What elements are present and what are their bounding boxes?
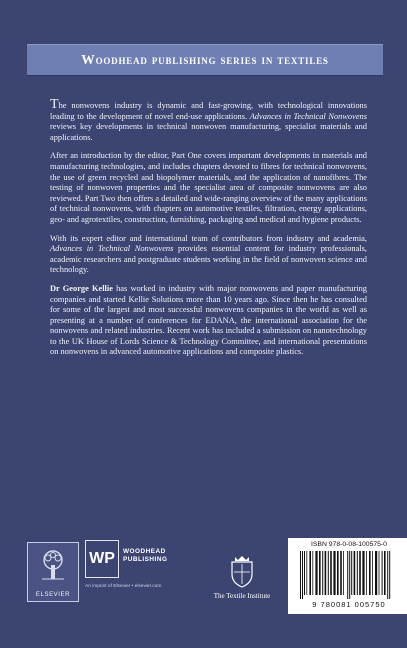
barcode-bar xyxy=(312,551,313,595)
barcode-bar xyxy=(384,551,386,595)
series-title: Woodhead publishing series in textiles xyxy=(81,52,329,67)
crest-icon xyxy=(227,554,257,588)
barcode-bar xyxy=(304,551,305,595)
isbn-label: ISBN 978-0-08-100575-0 xyxy=(311,541,387,548)
barcode-bar xyxy=(328,551,329,595)
elsevier-logo xyxy=(27,542,79,602)
barcode-bar xyxy=(372,551,373,595)
barcode-bar xyxy=(379,551,380,595)
barcode-bar xyxy=(333,551,335,595)
barcode-bar xyxy=(382,551,383,595)
barcode-bar xyxy=(309,551,311,595)
barcode-digits: 9 780081 005750 xyxy=(312,600,386,609)
barcode-bar xyxy=(362,551,364,595)
barcode-bar xyxy=(300,551,301,599)
barcode-bar xyxy=(337,551,339,595)
barcode-bar xyxy=(354,551,356,595)
book-title: Advances in Technical Nonwovens xyxy=(50,244,174,254)
barcode-bar xyxy=(340,551,342,595)
barcode-bar xyxy=(369,551,371,595)
paragraph-text: reviews key developments in technical nonwoven manufacturing, specialist materials and applications. xyxy=(50,122,367,142)
paragraph-text: has worked in industry with major nonwovens and paper manufacturing companies and started Kellie Solutions more than 10 years ago. Since then he has consulted for some of the largest and most successful nonwovens companies in the world as well as presenting at a number of conferences for EDANA, the international association for the nonwovens and related industries. Recent work has included a submission on nanotechnology to the UK House of Lords Science & Technology Committee, and international presentations on nonwovens in advanced automotive applications and composite plastics. xyxy=(50,283,367,357)
barcode-bars xyxy=(298,551,400,599)
wp-wordmark xyxy=(123,548,167,563)
barcode-bar xyxy=(315,551,317,595)
series-banner xyxy=(27,44,383,76)
wp-line-1: WOODHEAD xyxy=(123,548,166,555)
publisher-logos xyxy=(27,540,387,620)
barcode-bar xyxy=(349,551,350,599)
barcode-bar xyxy=(347,551,348,599)
barcode-bar xyxy=(343,551,344,595)
blurb-paragraph xyxy=(50,284,367,358)
barcode-bar xyxy=(319,551,321,595)
wp-mark: WP xyxy=(85,540,119,578)
cover-blurb xyxy=(50,97,367,366)
barcode-bar xyxy=(366,551,367,595)
book-title: Advances in Technical Nonwovens xyxy=(249,111,367,121)
wp-imprint: An imprint of Elsevier • elsevier.com xyxy=(85,584,162,589)
barcode-bar xyxy=(359,551,361,595)
barcode-bar xyxy=(351,551,352,595)
barcode-bar xyxy=(357,551,358,595)
barcode-bar xyxy=(302,551,303,599)
author-name: Dr George Kellie xyxy=(50,283,113,293)
barcode-bar xyxy=(325,551,327,595)
barcode-bar xyxy=(375,551,377,595)
textile-institute-logo xyxy=(207,554,277,614)
barcode-bar xyxy=(330,551,332,595)
barcode-bar xyxy=(389,551,390,599)
blurb-paragraph xyxy=(50,151,367,225)
paragraph-text: The nonwovens industry is dynamic and fast-growing, with technological innovations leading to the development of novel end-use applications. xyxy=(50,97,367,121)
elsevier-name: ELSEVIER xyxy=(35,592,71,598)
blurb-paragraph xyxy=(50,234,367,276)
barcode-box xyxy=(288,538,407,614)
woodhead-logo xyxy=(85,540,190,604)
textile-institute-name: The Textile Institute xyxy=(213,592,271,600)
paragraph-text: After an introduction by the editor, Part One covers important developments in materials and manufacturing technologies, and includes chapters devoted to fibres for technical nonwovens, the use of green recycled and biopolymer materials, and the application of nanofibres. The testing of nonwoven properties and the specialist area of composite nonwovens are also reviewed. Part Two then offers a detailed and wide-ranging overview of the many applications of technical nonwovens, with chapters on automotive textiles, filtration, energy applications, geo- and agrotextiles, construction, furnishing, packaging and medical and hygiene products. xyxy=(50,151,367,224)
paragraph-text: provides essential content for industry professionals, academic researchers and postgraduate students working in the field of nonwoven science and technology. xyxy=(50,244,367,275)
barcode-bar xyxy=(387,551,388,599)
barcode-bar xyxy=(322,551,323,595)
blurb-paragraph xyxy=(50,97,367,143)
elsevier-tree-icon xyxy=(38,549,68,581)
paragraph-text: With its expert editor and international team of contributors from industry and academia, xyxy=(50,233,367,243)
barcode-bar xyxy=(306,551,307,595)
wp-line-2: PUBLISHING xyxy=(123,555,168,563)
